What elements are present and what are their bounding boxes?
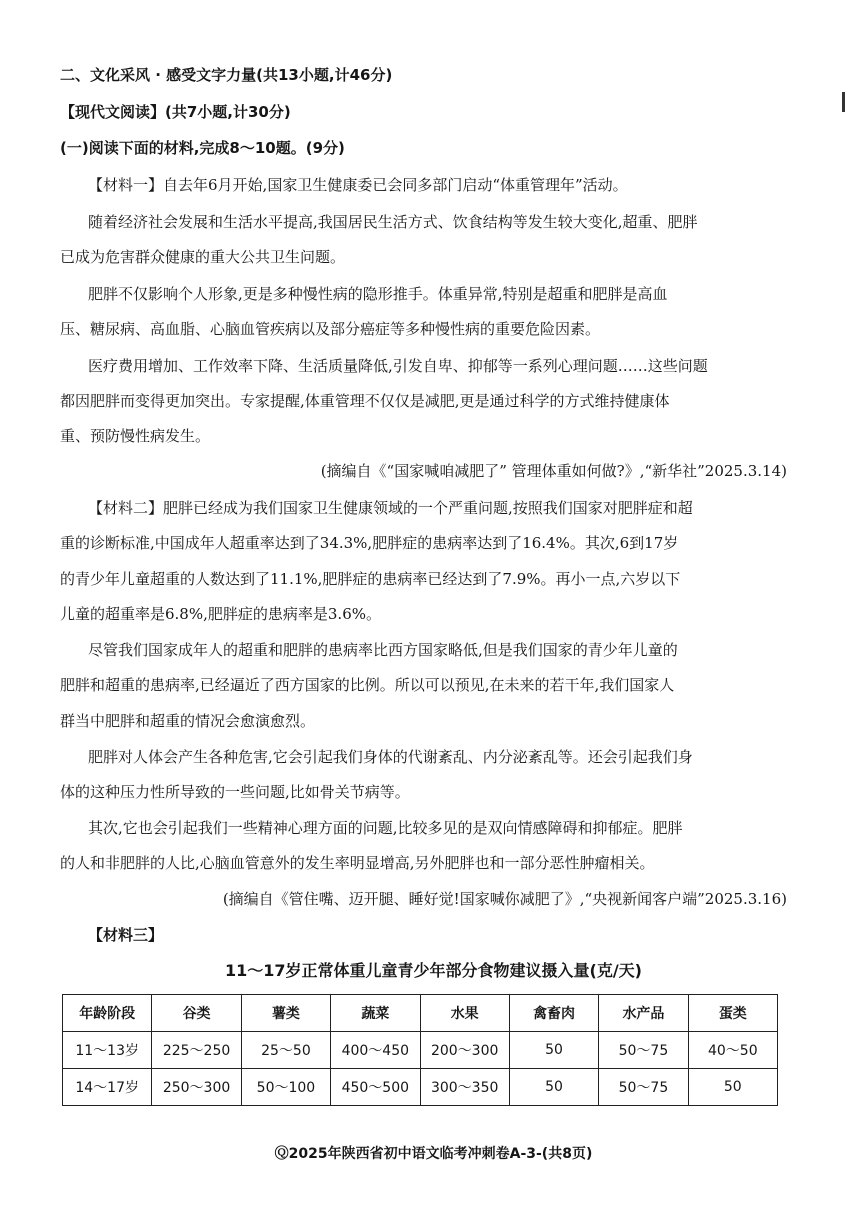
table-cell: 400～450 (331, 1032, 420, 1069)
paragraph-line: 压、糖尿病、高血脂、心脑血管疾病以及部分癌症等多种慢性病的重要危险因素。 (60, 320, 601, 338)
table-cell: 50 (688, 1069, 777, 1106)
table-cell: 50～100 (241, 1069, 330, 1106)
paragraph-line: 已成为危害群众健康的重大公共卫生问题。 (60, 248, 346, 266)
page-footer: Ⓠ2025年陕西省初中语文临考冲刺卷A-3-(共8页) (274, 1146, 593, 1162)
table-cell: 450～500 (331, 1069, 420, 1106)
table-header-cell: 谷类 (152, 995, 241, 1032)
paragraph-line: 体的这种压力性所导致的一些问题,比如骨关节病等。 (60, 783, 410, 801)
subsection-title: 【现代文阅读】(共7小题,计30分) (60, 103, 291, 121)
paragraph-line: 的青少年儿童超重的人数达到了11.1%,肥胖症的患病率已经达到了7.9%。再小一点,六岁以下 (60, 570, 681, 588)
paragraph-line: 的人和非肥胖的人比,心脑血管意外的发生率明显增高,另外肥胖也和一部分恶性肿瘤相关。 (60, 854, 655, 872)
paragraph-line: 儿童的超重率是6.8%,肥胖症的患病率是3.6%。 (60, 605, 381, 623)
table-cell: 40～50 (688, 1032, 777, 1069)
table-cell: 300～350 (420, 1069, 509, 1106)
paragraph-line: 重的诊断标准,中国成年人超重率达到了34.3%,肥胖症的患病率达到了16.4%。其次,6到17岁 (60, 534, 679, 552)
paragraph-line: 重、预防慢性病发生。 (60, 427, 211, 445)
table-header-cell: 水产品 (599, 995, 688, 1032)
table-cell: 11～13岁 (63, 1032, 152, 1069)
table-cell: 200～300 (420, 1032, 509, 1069)
paragraph-line: 都因肥胖而变得更加突出。专家提醒,体重管理不仅仅是减肥,更是通过科学的方式维持健康体 (60, 392, 670, 410)
table-header-cell: 年龄阶段 (63, 995, 152, 1032)
table-header-cell: 薯类 (241, 995, 330, 1032)
paragraph-line: 医疗费用增加、工作效率下降、生活质量降低,引发自卑、抑郁等一系列心理问题……这些问题 (88, 357, 708, 375)
table-title: 11～17岁正常体重儿童青少年部分食物建议摄入量(克/天) (224, 961, 642, 980)
table-header-cell: 蛋类 (688, 995, 777, 1032)
table-header-cell: 蔬菜 (331, 995, 420, 1032)
section-title: 二、文化采风 · 感受文字力量(共13小题,计46分) (60, 66, 393, 84)
material-one-line: 【材料一】自去年6月开始,国家卫生健康委已会同多部门启动“体重管理年”活动。 (88, 176, 628, 194)
table-cell: 50 (509, 1069, 598, 1106)
material-three-label: 【材料三】 (88, 926, 164, 944)
source-citation: (摘编自《“国家喊咱减肥了” 管理体重如何做?》,“新华社”2025.3.14) (320, 462, 787, 480)
table-cell: 25～50 (241, 1032, 330, 1069)
paragraph-line: 其次,它也会引起我们一些精神心理方面的问题,比较多见的是双向情感障碍和抑郁症。肥胖 (88, 819, 683, 837)
part-title: (一)阅读下面的材料,完成8～10题。(9分) (60, 139, 345, 157)
paragraph-line: 肥胖不仅影响个人形象,更是多种慢性病的隐形推手。体重异常,特别是超重和肥胖是高血 (88, 285, 668, 303)
paragraph-line: 随着经济社会发展和生活水平提高,我国居民生活方式、饮食结构等发生较大变化,超重、肥胖 (88, 213, 698, 231)
material-two-line: 【材料二】肥胖已经成为我们国家卫生健康领域的一个严重问题,按照我们国家对肥胖症和超 (88, 499, 693, 517)
paragraph-line: 肥胖和超重的患病率,已经逼近了西方国家的比例。所以可以预见,在未来的若干年,我们国家人 (60, 676, 675, 694)
paragraph-line: 尽管我们国家成年人的超重和肥胖的患病率比西方国家略低,但是我们国家的青少年儿童的 (88, 641, 678, 659)
table-cell: 14～17岁 (63, 1069, 152, 1106)
table-cell: 250～300 (152, 1069, 241, 1106)
table-cell: 50～75 (599, 1069, 688, 1106)
edge-mark (842, 92, 845, 112)
paragraph-line: 肥胖对人体会产生各种危害,它会引起我们身体的代谢紊乱、内分泌紊乱等。还会引起我们身 (88, 748, 693, 766)
food-intake-table (62, 994, 778, 1106)
table-row (63, 1069, 778, 1106)
paragraph-line: 群当中肥胖和超重的情况会愈演愈烈。 (60, 712, 316, 730)
source-citation: (摘编自《管住嘴、迈开腿、睡好觉!国家喊你减肥了》,“央视新闻客户端”2025.3.16) (222, 890, 787, 908)
table-header-row (63, 995, 778, 1032)
table-header-cell: 禽畜肉 (509, 995, 598, 1032)
table-header-cell: 水果 (420, 995, 509, 1032)
table-cell: 50～75 (599, 1032, 688, 1069)
table-cell: 225～250 (152, 1032, 241, 1069)
table-row (63, 1032, 778, 1069)
table-cell: 50 (509, 1032, 598, 1069)
